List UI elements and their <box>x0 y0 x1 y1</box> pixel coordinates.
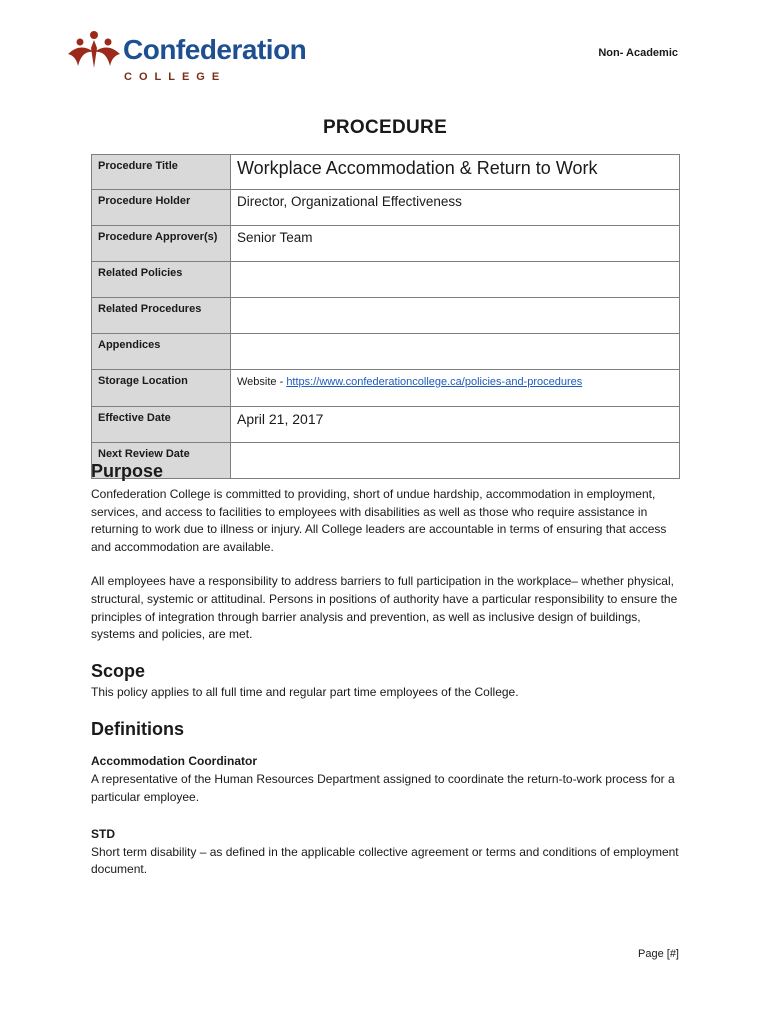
procedure-approver-value: Senior Team <box>231 226 680 262</box>
table-row <box>92 370 680 407</box>
table-row <box>92 298 680 334</box>
logo-wordmark: Confederation <box>123 34 307 65</box>
procedure-title-value: Workplace Accommodation & Return to Work <box>231 155 680 190</box>
related-procedures-value <box>231 298 680 334</box>
row-label: Storage Location <box>92 370 231 407</box>
table-row <box>92 155 680 190</box>
purpose-paragraph: Confederation College is committed to providing, short of undue hardship, accommodation in employment, services, and access to facilities to employees with disabilities as well as those who require assistance in returning to work due to illness or injury. All College leaders are accountable in terms of ensuring that access and accommodation are available. <box>91 487 667 554</box>
table-row <box>92 190 680 226</box>
definition-term: Accommodation Coordinator <box>91 754 258 769</box>
row-label: Appendices <box>92 334 231 370</box>
definitions-heading: Definitions <box>91 719 184 740</box>
row-label: Related Policies <box>92 262 231 298</box>
document-body <box>91 460 683 879</box>
logo-subtitle: COLLEGE <box>124 71 227 83</box>
page-number: Page [#] <box>638 948 679 960</box>
definition-term: STD <box>91 827 115 842</box>
storage-prefix: Website - <box>237 376 287 388</box>
document-type-heading: PROCEDURE <box>322 117 448 138</box>
procedure-holder-value: Director, Organizational Effectiveness <box>231 190 680 226</box>
row-label: Next Review Date <box>92 443 231 479</box>
storage-location-value <box>231 370 680 407</box>
classification-label: Non- Academic <box>598 47 678 59</box>
row-label: Related Procedures <box>92 298 231 334</box>
table-row <box>92 334 680 370</box>
definition-text: A representative of the Human Resources Department assigned to coordinate the return-to-work process for a particular employee. <box>91 771 675 804</box>
row-label: Procedure Title <box>92 155 231 190</box>
row-label: Procedure Holder <box>92 190 231 226</box>
definition-text: Short term disability – as defined in the applicable collective agreement or terms and conditions of employment document. <box>91 844 679 877</box>
procedure-info-table <box>91 154 680 479</box>
row-label: Procedure Approver(s) <box>92 226 231 262</box>
table-row <box>92 407 680 443</box>
table-row <box>92 226 680 262</box>
logo-figures-icon <box>66 30 122 70</box>
appendices-value <box>231 334 680 370</box>
effective-date-value: April 21, 2017 <box>231 407 680 443</box>
scope-paragraph: This policy applies to all full time and regular part time employees of the College. <box>91 684 519 699</box>
table-row <box>92 262 680 298</box>
related-policies-value <box>231 262 680 298</box>
college-logo <box>66 30 316 90</box>
scope-heading: Scope <box>91 660 146 681</box>
policies-link[interactable]: https://www.confederationcollege.ca/policies-and-procedures <box>286 376 583 388</box>
purpose-paragraph: All employees have a responsibility to address barriers to full participation in the workplace– whether physical, structural, systemic or attitudinal. Persons in positions of authority have a particular responsibility to ensure the principles of integration through barrier analysis and prevention, as well as inclusive design of buildings, systems and policies, are met. <box>91 574 678 642</box>
purpose-heading: Purpose <box>91 461 164 481</box>
row-label: Effective Date <box>92 407 231 443</box>
